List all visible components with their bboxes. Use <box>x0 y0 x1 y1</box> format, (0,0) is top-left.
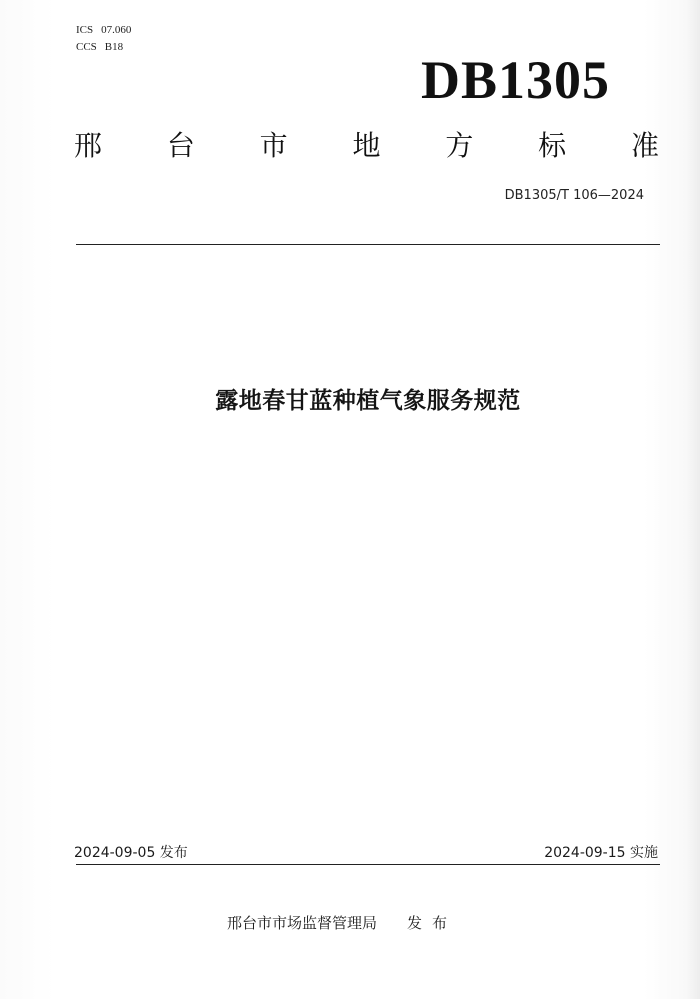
ccs-label: CCS <box>76 41 97 53</box>
title-char: 市 <box>259 129 288 162</box>
publisher-action: 发布 <box>407 914 458 932</box>
classification-block <box>76 22 131 56</box>
title-char: 准 <box>630 129 659 162</box>
title-char: 邢 <box>74 129 103 162</box>
dates-row <box>74 842 658 862</box>
footer-divider <box>76 864 660 865</box>
header-divider <box>76 244 660 245</box>
ics-row <box>76 22 131 39</box>
title-char: 方 <box>445 129 474 162</box>
standard-category-title <box>74 126 659 166</box>
implementation-date: 2024-09-15 实施 <box>544 845 658 861</box>
ccs-row <box>76 39 131 56</box>
standard-code: DB1305 <box>420 50 610 110</box>
ics-value: 07.060 <box>101 24 132 36</box>
publisher-name: 邢台市市场监督管理局 <box>227 914 378 932</box>
standard-number: DB1305/T 106—2024 <box>504 188 644 203</box>
title-char: 地 <box>352 129 381 162</box>
ics-label: ICS <box>76 24 94 36</box>
document-title: 露地春甘蓝种植气象服务规范 <box>215 388 521 414</box>
title-char: 台 <box>166 129 195 162</box>
page-edge-shadow <box>686 0 700 999</box>
release-date: 2024-09-05 发布 <box>74 845 188 861</box>
ccs-value: B18 <box>104 41 124 53</box>
publisher-line <box>227 912 457 933</box>
title-char: 标 <box>538 129 567 162</box>
